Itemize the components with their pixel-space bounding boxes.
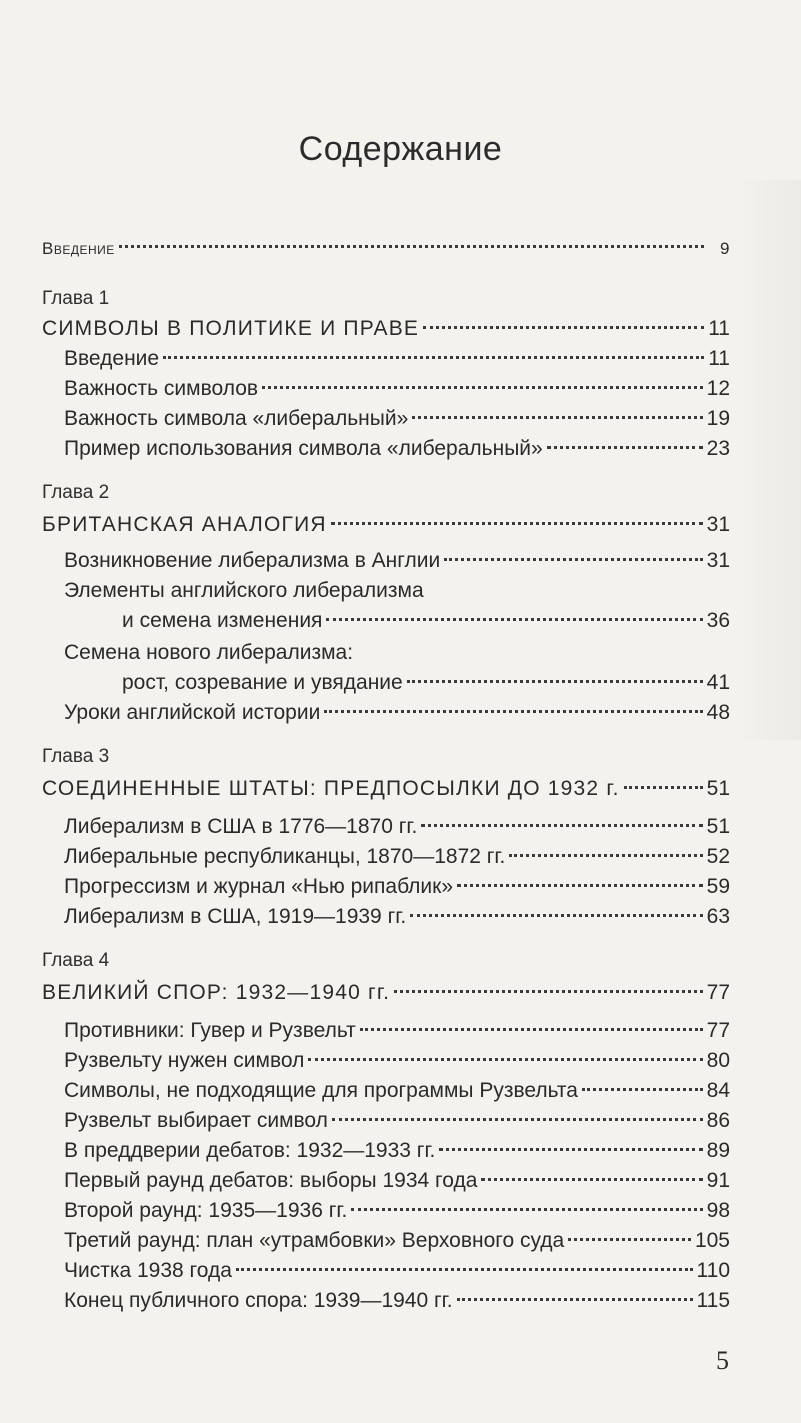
dot-leader <box>351 1208 702 1211</box>
dot-leader <box>308 1058 702 1061</box>
dot-leader <box>457 1298 693 1301</box>
chapter-2-title-row <box>42 512 730 538</box>
toc-entry: Либерализм в США, 1919—1939 гг. 63 <box>64 905 730 928</box>
toc-entry: Либерализм в США в 1776—1870 гг. 51 <box>64 815 730 838</box>
chapter-1-page: 11 <box>708 317 730 340</box>
toc-entry: Важность символов 12 <box>64 377 730 400</box>
dot-leader <box>444 558 702 561</box>
dot-leader <box>423 326 704 329</box>
toc-entry: Введение 11 <box>64 347 730 370</box>
toc-entry: и семена изменения 36 <box>122 609 730 632</box>
dot-leader <box>326 618 702 621</box>
toc-intro-page: 9 <box>720 239 730 258</box>
toc-entry-continued: Элементы английского либерализма <box>64 579 424 602</box>
chapter-1-number: Глава 1 <box>42 288 110 309</box>
bleed-through-shadow <box>731 180 801 740</box>
dot-leader <box>236 1268 693 1271</box>
dot-leader <box>410 914 702 917</box>
toc-entry: Либеральные республиканцы, 1870—1872 гг. 52 <box>64 845 730 868</box>
chapter-4-title: ВЕЛИКИЙ СПОР: 1932—1940 гг. <box>42 981 391 1004</box>
dot-leader <box>439 1148 702 1151</box>
toc-entry: Чистка 1938 года 110 <box>64 1259 730 1282</box>
toc-entry: Первый раунд дебатов: выборы 1934 года 91 <box>64 1169 730 1192</box>
dot-leader <box>481 1178 702 1181</box>
toc-entry: Прогрессизм и журнал «Нью рипаблик» 59 <box>64 875 730 898</box>
chapter-1-title: СИМВОЛЫ В ПОЛИТИКЕ И ПРАВЕ <box>42 317 420 340</box>
toc-entry: Противники: Гувер и Рузвельт 77 <box>64 1019 730 1042</box>
chapter-4-title-row <box>42 980 730 1006</box>
toc-entry: Второй раунд: 1935—1936 гг. 98 <box>64 1199 730 1222</box>
toc-entry: Третий раунд: план «утрамбовки» Верховного суда 105 <box>64 1229 730 1252</box>
toc-entry: Уроки английской истории 48 <box>64 701 730 724</box>
toc-entry-continued: Семена нового либерализма: <box>64 641 354 664</box>
dot-leader <box>624 786 703 789</box>
dot-leader <box>457 884 703 887</box>
chapter-3-number: Глава 3 <box>42 746 110 767</box>
dot-leader <box>394 990 702 993</box>
dot-leader <box>412 416 702 419</box>
toc-entry: Рузвельту нужен символ 80 <box>64 1049 730 1072</box>
toc-intro-label: Введение <box>42 239 115 258</box>
chapter-1-title-row <box>42 316 730 342</box>
chapter-2-number: Глава 2 <box>42 482 110 503</box>
dot-leader <box>163 356 704 359</box>
chapter-4-page: 77 <box>706 981 730 1004</box>
dot-leader <box>360 1028 703 1031</box>
toc-entry: Важность символа «либеральный» 19 <box>64 407 730 430</box>
toc-entry: Возникновение либерализма в Англии 31 <box>64 549 730 572</box>
toc-entry: Рузвельт выбирает символ 86 <box>64 1109 730 1132</box>
chapter-2-title: БРИТАНСКАЯ АНАЛОГИЯ <box>42 513 327 536</box>
dot-leader <box>262 386 703 389</box>
chapter-4-number: Глава 4 <box>42 950 110 971</box>
chapter-3-title-row <box>42 776 730 802</box>
dot-leader <box>119 245 704 248</box>
dot-leader <box>547 446 703 449</box>
toc-entry: Символы, не подходящие для программы Рузвельта 84 <box>64 1079 730 1102</box>
toc-entry: Пример использования символа «либеральный» 23 <box>64 437 730 460</box>
dot-leader <box>332 1118 703 1121</box>
chapter-3-title: СОЕДИНЕННЫЕ ШТАТЫ: ПРЕДПОСЫЛКИ ДО 1932 г. <box>42 777 620 800</box>
chapter-2-page: 31 <box>706 513 730 536</box>
toc-entry: Конец публичного спора: 1939—1940 гг. 115 <box>64 1289 730 1312</box>
dot-leader <box>421 824 702 827</box>
toc-entry: рост, созревание и увядание 41 <box>122 671 730 694</box>
dot-leader <box>324 710 702 713</box>
dot-leader <box>582 1088 703 1091</box>
toc-intro <box>42 236 730 262</box>
dot-leader <box>568 1238 691 1241</box>
page-title: Содержание <box>298 130 503 168</box>
dot-leader <box>407 680 703 683</box>
chapter-3-page: 51 <box>706 777 730 800</box>
toc-entry: В преддверии дебатов: 1932—1933 гг. 89 <box>64 1139 730 1162</box>
dot-leader <box>509 854 702 857</box>
page-number: 5 <box>716 1346 729 1375</box>
dot-leader <box>331 522 703 525</box>
